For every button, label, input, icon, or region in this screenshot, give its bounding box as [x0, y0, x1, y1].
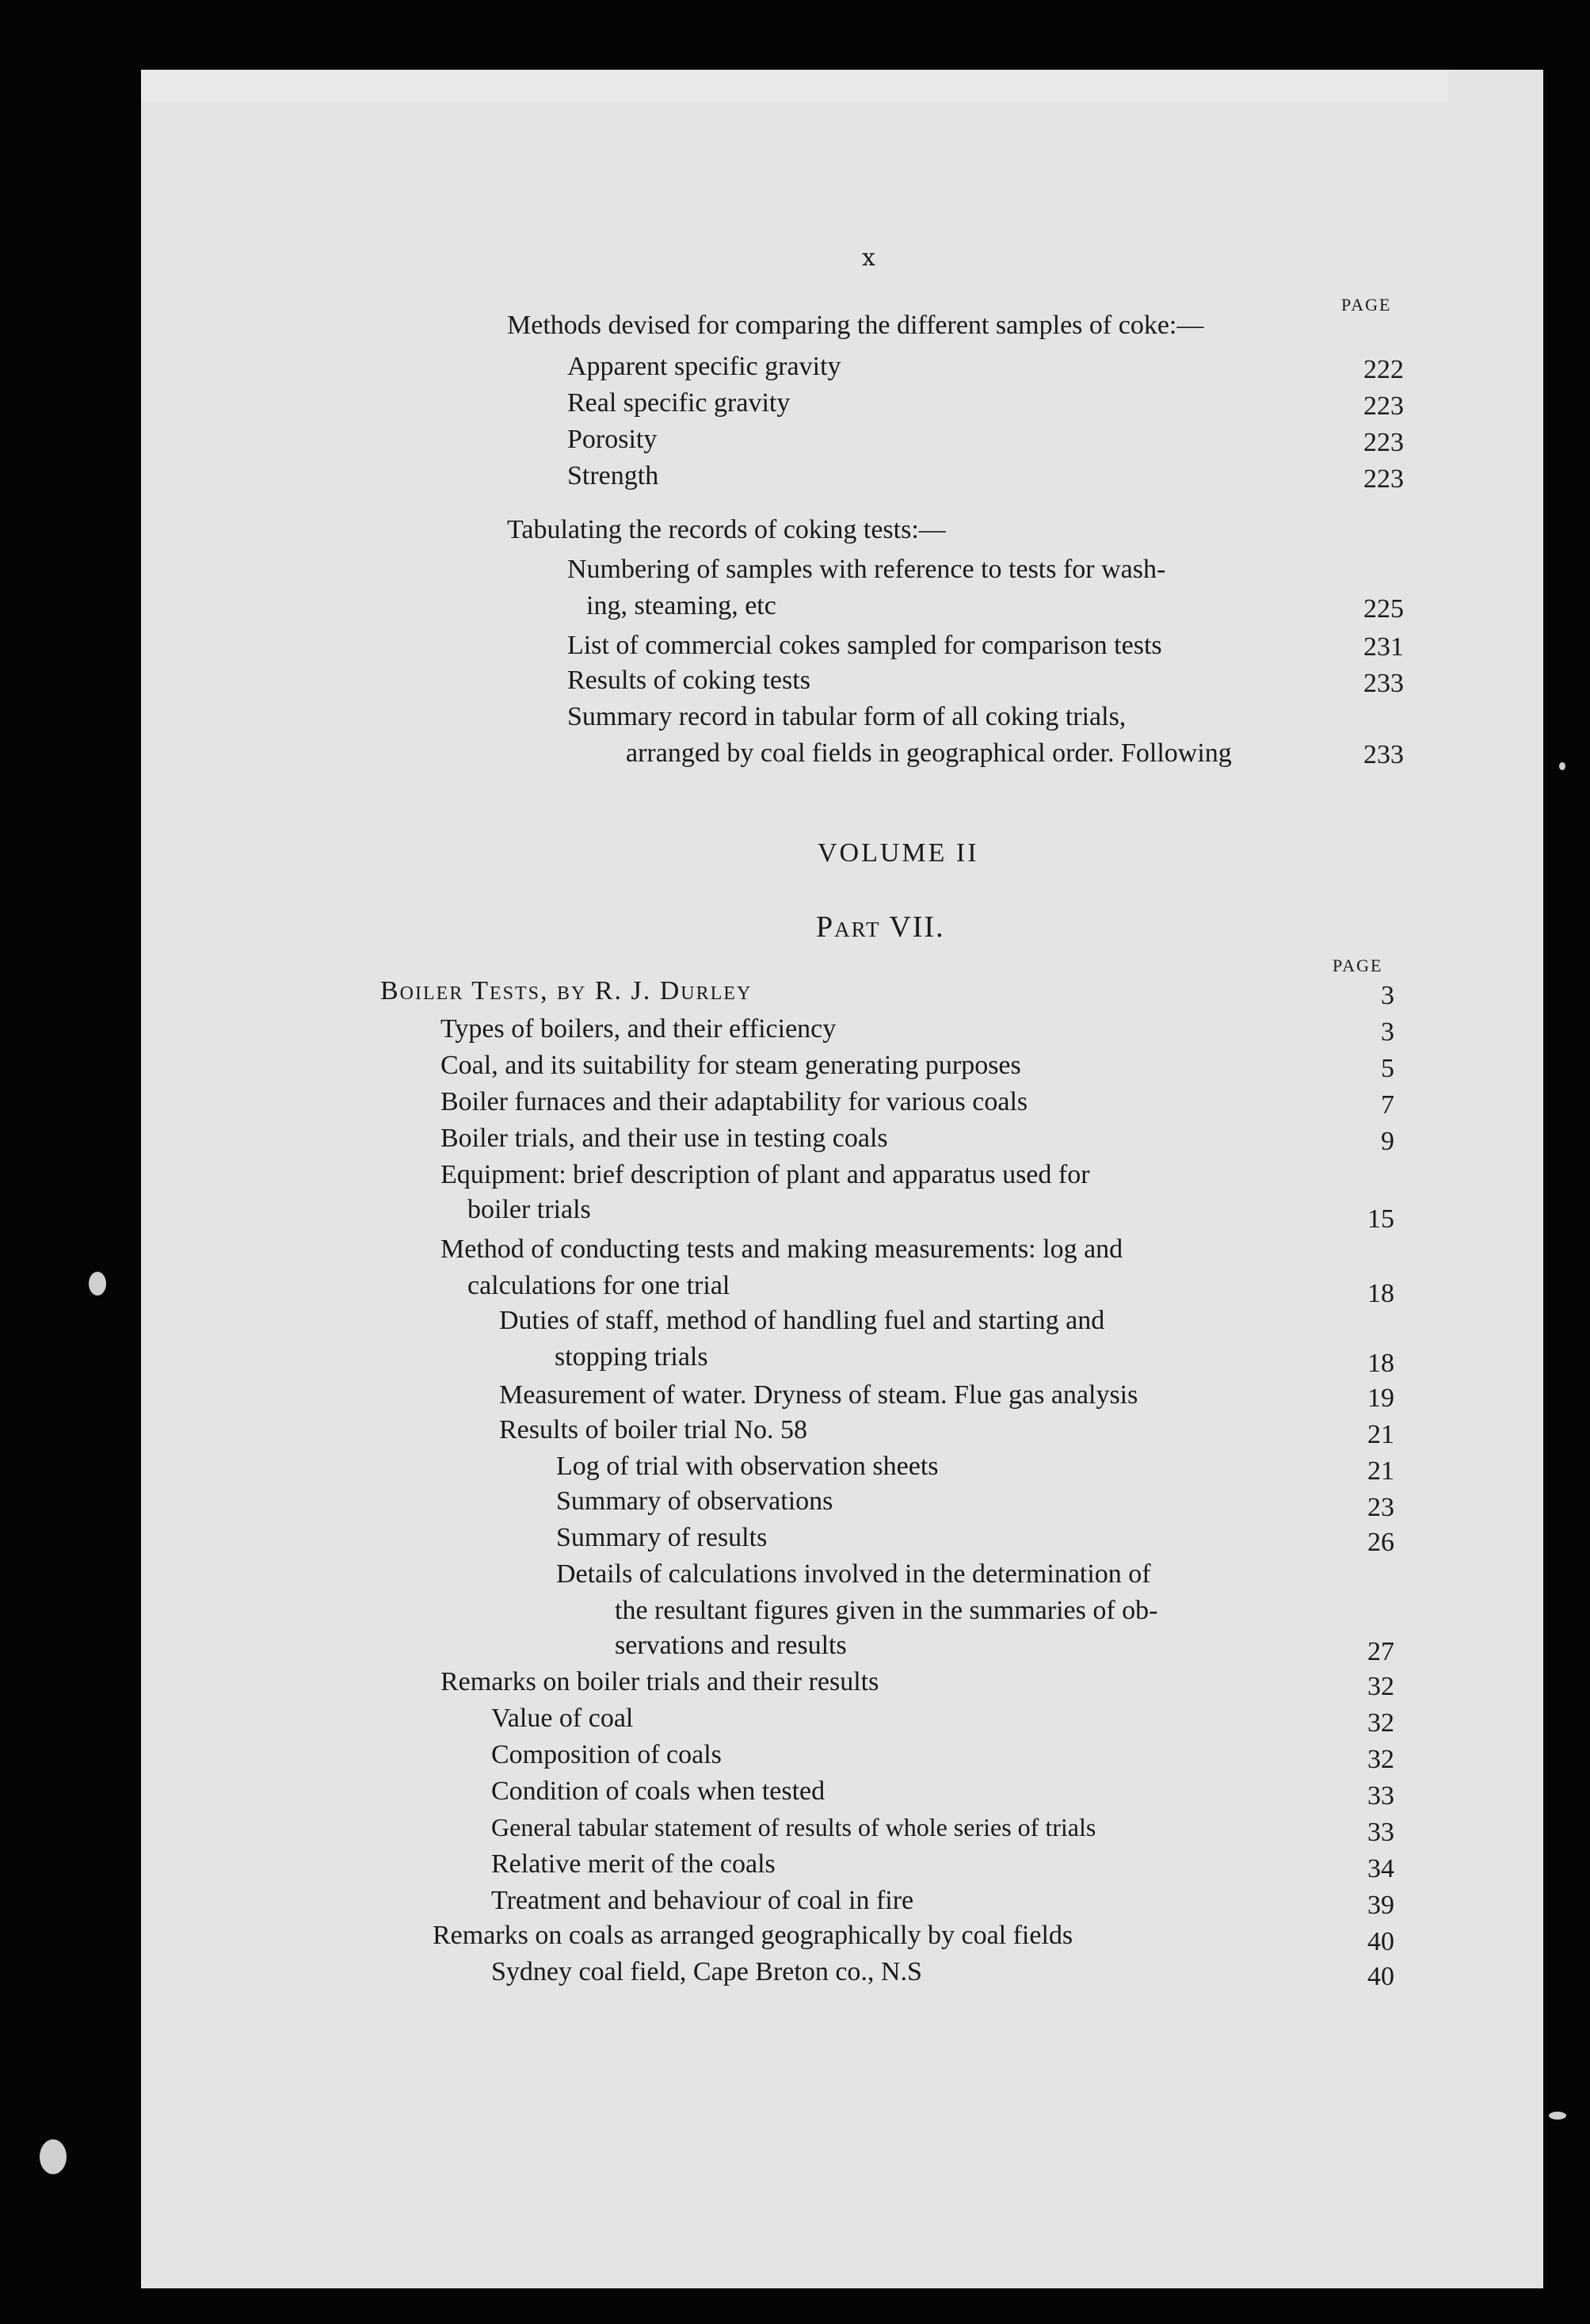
toc-page-number: 5 [1381, 1054, 1394, 1083]
toc-page-number: 233 [1363, 669, 1404, 698]
page-column-label: PAGE [1333, 956, 1383, 975]
toc-entry: Composition of coals [491, 1740, 722, 1769]
toc-page-number: 33 [1367, 1781, 1394, 1811]
toc-page-number: 222 [1363, 355, 1404, 384]
toc-page-number: 223 [1363, 428, 1404, 457]
toc-entry: Details of calculations involved in the determination of [556, 1559, 1151, 1589]
toc-entry: Equipment: brief description of plant and apparatus used for [440, 1160, 1090, 1189]
toc-entry: Sydney coal field, Cape Breton co., N.S [491, 1957, 922, 1986]
toc-entry: Coal, and its suitability for steam generating purposes [440, 1051, 1021, 1080]
toc-page-number: 231 [1363, 632, 1404, 662]
toc-page-number: 19 [1367, 1383, 1394, 1413]
scan-speck [1549, 2112, 1566, 2120]
toc-entry: ing, steaming, etc [586, 591, 776, 620]
toc-page-number: 39 [1367, 1891, 1394, 1920]
page-edge [141, 70, 1448, 101]
toc-page-number: 21 [1367, 1420, 1394, 1449]
toc-entry: stopping trials [555, 1342, 708, 1372]
toc-page-number: 21 [1367, 1456, 1394, 1486]
toc-page-number: 233 [1363, 740, 1404, 769]
toc-entry: calculations for one trial [467, 1271, 730, 1300]
toc-entry: Log of trial with observation sheets [556, 1452, 939, 1481]
toc-entry: arranged by coal fields in geographical order. Following [626, 738, 1232, 768]
toc-page-number: 27 [1367, 1637, 1394, 1666]
toc-entry: Treatment and behaviour of coal in fire [491, 1886, 914, 1915]
toc-entry: List of commercial cokes sampled for comparison tests [567, 631, 1162, 660]
toc-page-number: 40 [1367, 1927, 1394, 1956]
toc-page-number: 223 [1363, 464, 1404, 494]
volume-heading: VOLUME II [818, 838, 979, 868]
scan-speck [1559, 762, 1565, 770]
toc-page-number: 32 [1367, 1745, 1394, 1774]
toc-entry: Boiler furnaces and their adaptability for various coals [440, 1087, 1028, 1116]
part-heading: Part VII. [816, 910, 945, 944]
toc-page-number: 33 [1367, 1818, 1394, 1847]
toc-entry: Numbering of samples with reference to tests for wash- [567, 555, 1166, 584]
toc-page-number: 40 [1367, 1962, 1394, 1991]
toc-entry: Porosity [567, 425, 658, 454]
toc-entry: the resultant figures given in the summaries of ob- [615, 1596, 1158, 1625]
scan-speck [89, 1272, 106, 1296]
page-folio: x [862, 244, 877, 272]
toc-page-number: 32 [1367, 1672, 1394, 1701]
toc-page-number: 32 [1367, 1708, 1394, 1738]
toc-entry: servations and results [615, 1631, 847, 1660]
toc-entry: Apparent specific gravity [567, 352, 841, 381]
toc-page-number: 34 [1367, 1854, 1394, 1883]
toc-page-number: 9 [1381, 1127, 1394, 1156]
toc-page-number: 223 [1363, 391, 1404, 421]
toc-entry: Remarks on coals as arranged geographically by coal fields [433, 1921, 1073, 1950]
toc-entry: Remarks on boiler trials and their results [440, 1667, 879, 1696]
toc-page-number: 3 [1381, 981, 1394, 1010]
toc-page-number: 225 [1363, 594, 1404, 624]
toc-entry: Boiler Tests, by R. J. Durley [380, 976, 753, 1006]
toc-entry: Real specific gravity [567, 388, 791, 418]
toc-page-number: 26 [1367, 1528, 1394, 1557]
toc-page-number: 23 [1367, 1493, 1394, 1522]
toc-entry: Tabulating the records of coking tests:— [507, 515, 946, 544]
toc-entry: Measurement of water. Dryness of steam. Flue gas analysis [499, 1380, 1138, 1410]
toc-page-number: 15 [1367, 1204, 1394, 1234]
toc-entry: Summary of results [556, 1523, 768, 1552]
toc-entry: Summary record in tabular form of all coking trials, [567, 702, 1127, 731]
toc-entry: Boiler trials, and their use in testing coals [440, 1124, 888, 1153]
page-column-label: PAGE [1341, 295, 1392, 315]
toc-entry: Types of boilers, and their efficiency [440, 1014, 837, 1044]
toc-entry: Relative merit of the coals [491, 1849, 776, 1879]
toc-entry: Results of coking tests [567, 666, 810, 695]
toc-entry: Strength [567, 461, 659, 490]
toc-entry: Value of coal [491, 1704, 634, 1733]
toc-entry: Condition of coals when tested [491, 1776, 826, 1806]
toc-entry: Duties of staff, method of handling fuel and starting and [499, 1306, 1105, 1335]
toc-entry: General tabular statement of results of whole series of trials [491, 1813, 1096, 1841]
toc-page-number: 18 [1367, 1279, 1394, 1308]
toc-page-number: 18 [1367, 1349, 1394, 1378]
toc-entry: boiler trials [467, 1195, 591, 1224]
toc-page-number: 7 [1381, 1090, 1394, 1120]
toc-entry: Summary of observations [556, 1486, 833, 1516]
scan-speck [40, 2139, 67, 2174]
toc-page-number: 3 [1381, 1017, 1394, 1047]
toc-entry: Methods devised for comparing the different samples of coke:— [507, 311, 1204, 340]
toc-entry: Results of boiler trial No. 58 [499, 1415, 808, 1444]
toc-entry: Method of conducting tests and making measurements: log and [440, 1235, 1123, 1264]
